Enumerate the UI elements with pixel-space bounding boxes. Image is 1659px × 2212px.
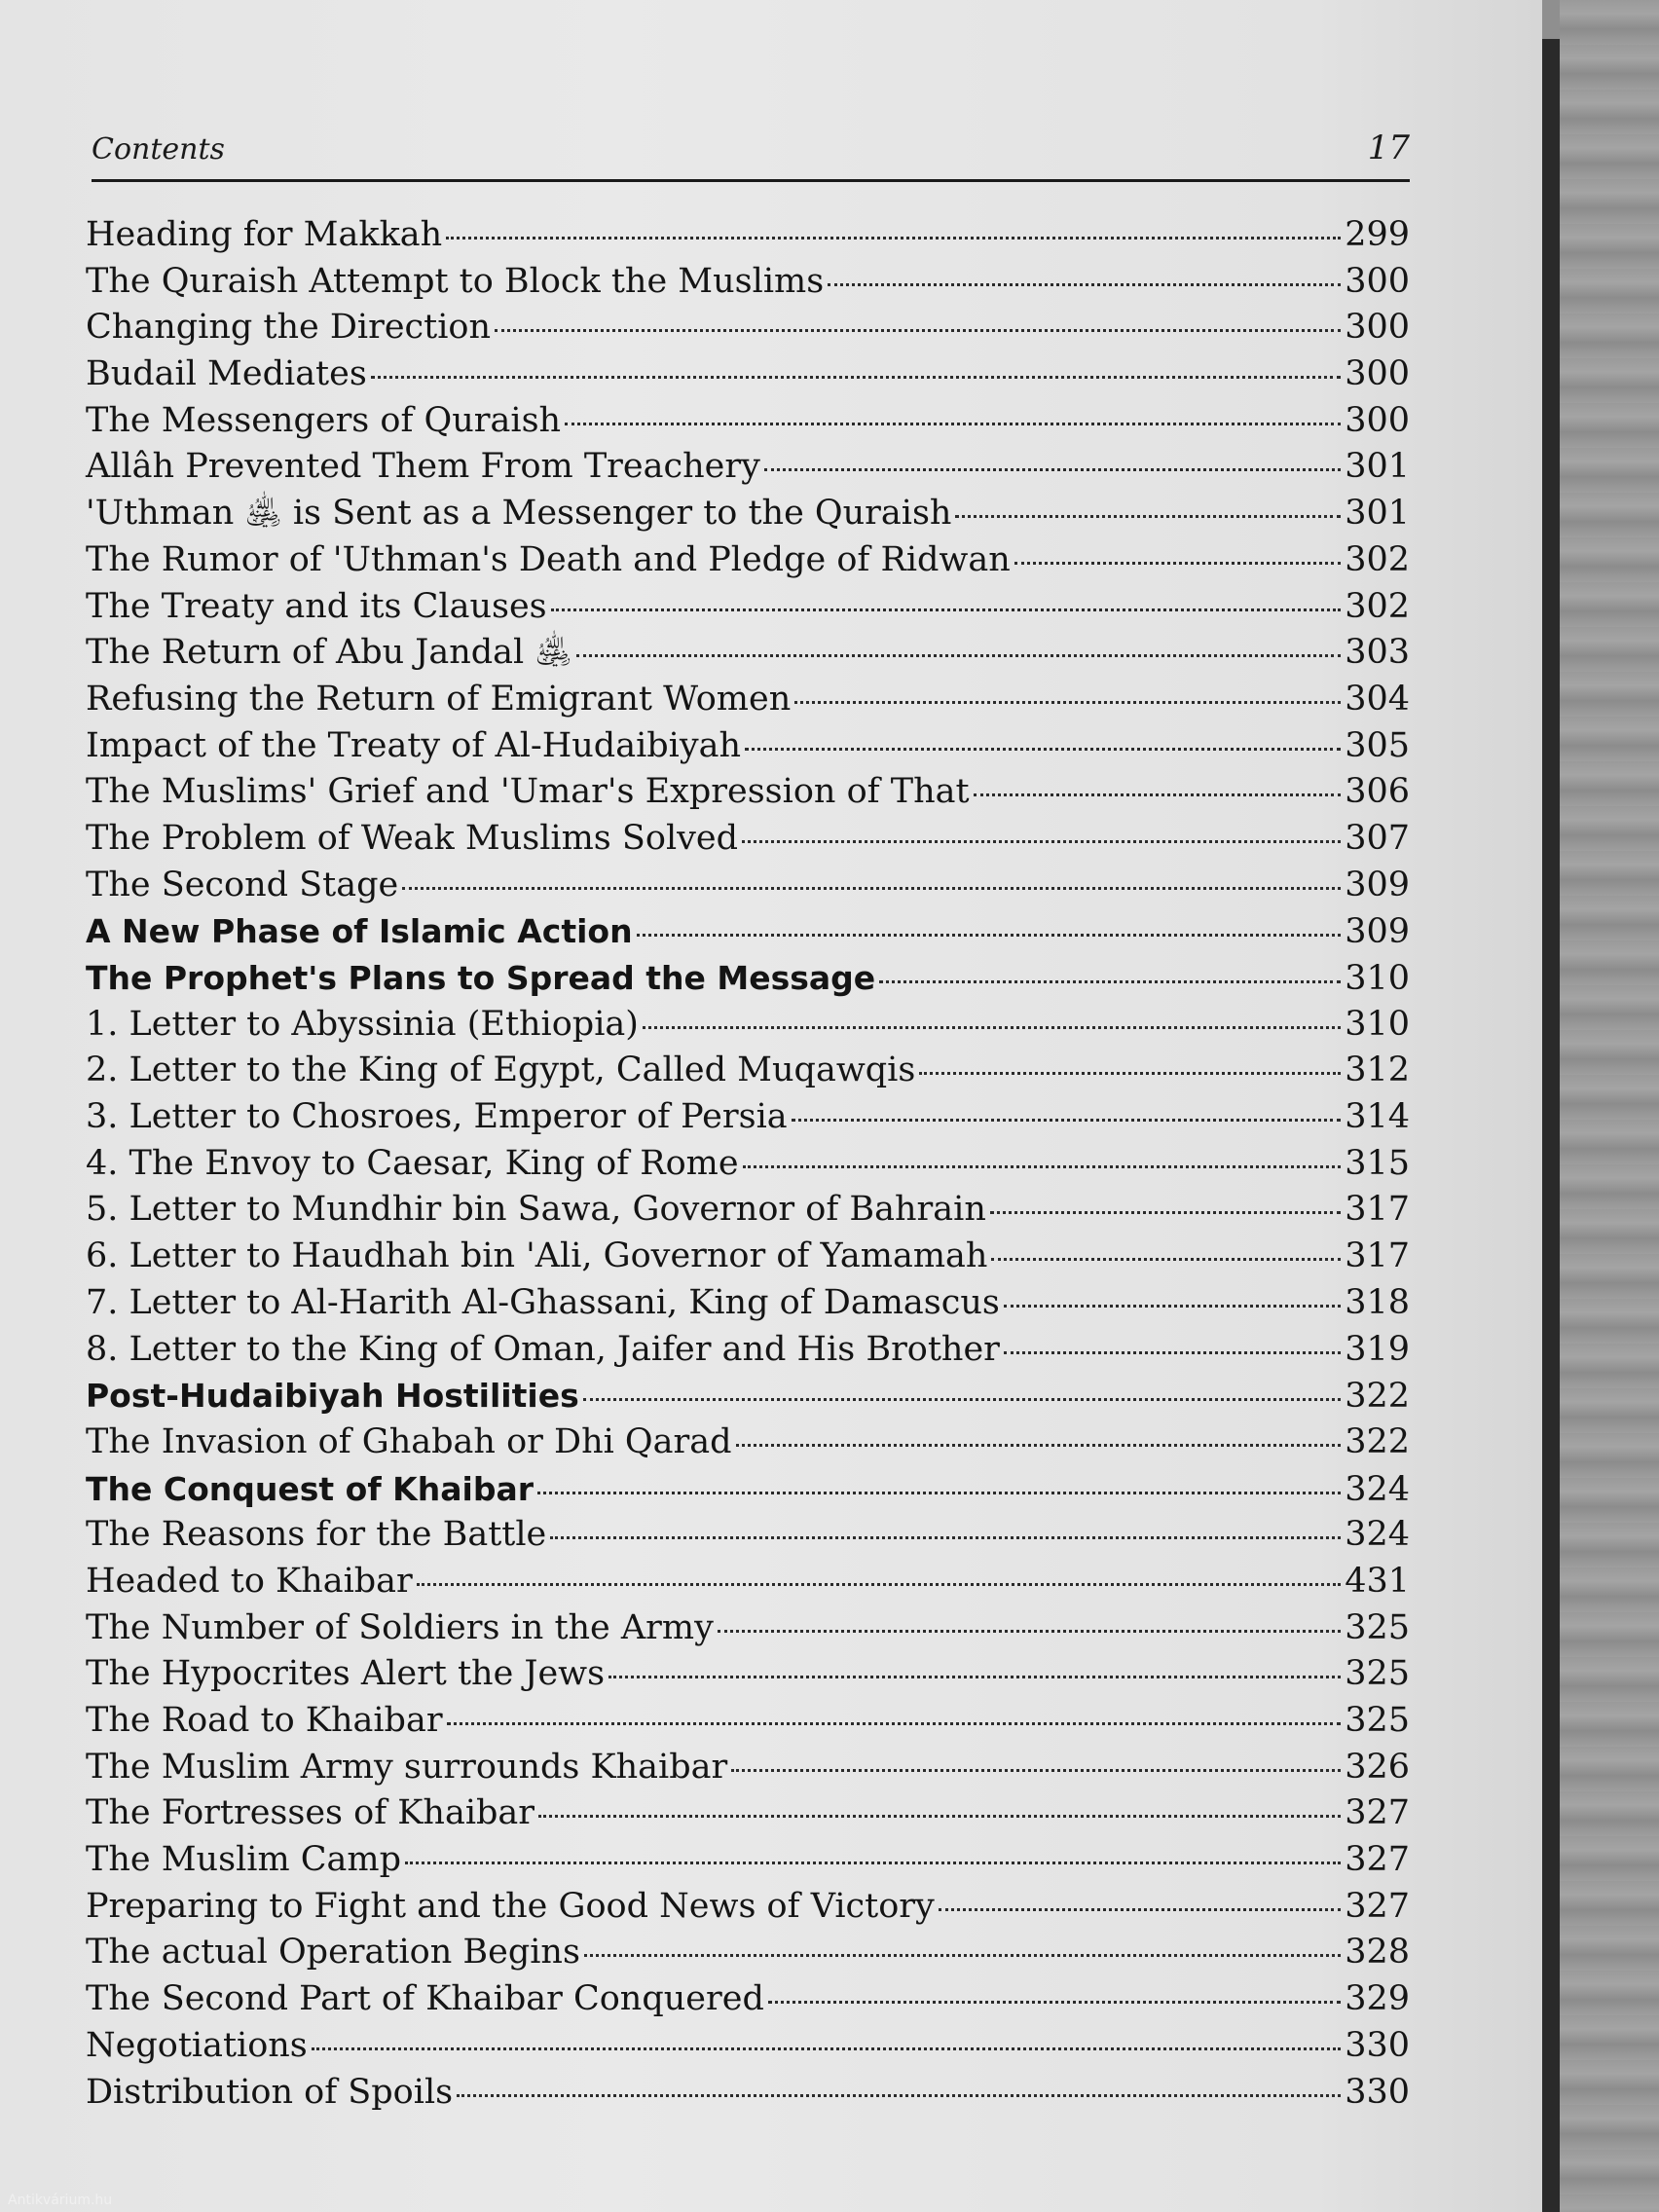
toc-entry-page: 324	[1345, 1469, 1410, 1509]
toc-entry[interactable]	[86, 1790, 1410, 1837]
toc-entry-title: Headed to Khaibar	[86, 1561, 413, 1601]
dot-leader	[794, 701, 1341, 704]
toc-entry-page: 310	[1345, 959, 1410, 998]
toc-entry-title: Post-Hudaibiyah Hostilities	[86, 1377, 579, 1416]
toc-entry-page: 327	[1345, 1840, 1410, 1880]
dot-leader	[768, 2001, 1341, 2004]
toc-entry-title: 2. Letter to the King of Egypt, Called Muqawqis	[86, 1051, 916, 1090]
toc-entry-page: 326	[1345, 1747, 1410, 1787]
toc-section-heading[interactable]	[86, 1466, 1410, 1513]
dot-leader	[1014, 562, 1341, 565]
toc-entry-page: 300	[1345, 400, 1410, 440]
toc-entry-page: 325	[1345, 1654, 1410, 1694]
toc-entry-title: Preparing to Fight and the Good News of Victory	[86, 1886, 935, 1926]
toc-entry[interactable]	[86, 491, 1410, 537]
toc-entry[interactable]	[86, 537, 1410, 584]
toc-entry-title: The Muslims' Grief and 'Umar's Expression of That	[86, 772, 970, 812]
toc-entry-page: 330	[1345, 2072, 1410, 2112]
dot-leader	[955, 515, 1341, 518]
background-surface	[1560, 0, 1659, 2212]
toc-entry-title: Distribution of Spoils	[86, 2072, 454, 2112]
dot-leader	[551, 608, 1342, 611]
dot-leader	[792, 1119, 1342, 1122]
toc-entry-page: 302	[1345, 539, 1410, 579]
toc-entry-title: The Conquest of Khaibar	[86, 1469, 534, 1508]
toc-entry-page: 309	[1345, 865, 1410, 904]
dot-leader	[991, 1258, 1341, 1261]
dot-leader	[743, 1165, 1342, 1168]
dot-leader	[584, 1954, 1341, 1957]
toc-entry-page: 319	[1345, 1329, 1410, 1369]
toc-entry[interactable]	[86, 1976, 1410, 2023]
toc-entry-title: The Number of Soldiers in the Army	[86, 1607, 714, 1647]
toc-entry-page: 329	[1345, 1979, 1410, 2019]
toc-entry-page: 309	[1345, 912, 1410, 952]
dot-leader	[371, 376, 1341, 379]
dot-leader	[974, 793, 1342, 796]
toc-entry-title: The Second Part of Khaibar Conquered	[86, 1979, 764, 2019]
dot-leader	[583, 1398, 1341, 1401]
table-of-contents	[86, 212, 1410, 2116]
toc-entry[interactable]	[86, 1605, 1410, 1652]
dot-leader	[312, 2047, 1341, 2050]
toc-entry-title: 7. Letter to Al-Harith Al-Ghassani, King of Damascus	[86, 1282, 1000, 1322]
toc-entry-page: 300	[1345, 354, 1410, 394]
toc-entry-title: 4. The Envoy to Caesar, King of Rome	[86, 1143, 739, 1183]
toc-entry-title: 1. Letter to Abyssinia (Ethiopia)	[86, 1004, 639, 1044]
dot-leader	[828, 283, 1341, 286]
toc-entry-page: 299	[1345, 215, 1410, 254]
toc-entry-title: The Prophet's Plans to Spread the Message	[86, 959, 876, 997]
toc-entry[interactable]	[86, 1234, 1410, 1280]
toc-entry-title: The Return of Abu Jandal ﵁	[86, 633, 572, 673]
toc-entry-page: 315	[1345, 1143, 1410, 1183]
dot-leader	[538, 1815, 1341, 1818]
toc-entry-title: The Muslim Army surrounds Khaibar	[86, 1747, 728, 1787]
toc-entry-title: The Road to Khaibar	[86, 1701, 443, 1740]
page-number: 17	[1367, 129, 1410, 167]
toc-entry-title: The Quraish Attempt to Block the Muslims	[86, 261, 825, 301]
toc-entry-title: The Reasons for the Battle	[86, 1515, 547, 1555]
toc-entry-page: 312	[1345, 1051, 1410, 1090]
toc-entry[interactable]	[86, 1930, 1410, 1976]
toc-entry[interactable]	[86, 305, 1410, 351]
toc-entry-page: 328	[1345, 1933, 1410, 1972]
dot-leader	[537, 1492, 1341, 1494]
toc-entry[interactable]	[86, 816, 1410, 863]
toc-entry-page: 327	[1345, 1886, 1410, 1926]
toc-entry[interactable]	[86, 2070, 1410, 2117]
toc-entry-title: A New Phase of Islamic Action	[86, 912, 633, 951]
toc-entry-page: 307	[1345, 818, 1410, 858]
toc-entry-page: 322	[1345, 1421, 1410, 1461]
toc-entry[interactable]	[86, 1698, 1410, 1745]
toc-entry[interactable]	[86, 444, 1410, 491]
book-spine	[1542, 39, 1560, 2212]
toc-entry-page: 302	[1345, 586, 1410, 626]
dot-leader	[736, 1444, 1342, 1447]
dot-leader	[417, 1583, 1341, 1586]
toc-entry[interactable]	[86, 1837, 1410, 1884]
toc-entry[interactable]	[86, 1327, 1410, 1374]
toc-entry[interactable]	[86, 1745, 1410, 1791]
toc-entry-title: The Treaty and its Clauses	[86, 586, 547, 626]
toc-entry[interactable]	[86, 1651, 1410, 1698]
toc-entry-title: Changing the Direction	[86, 308, 492, 348]
dot-leader	[764, 468, 1341, 471]
toc-entry[interactable]	[86, 2023, 1410, 2070]
toc-entry-title: The Muslim Camp	[86, 1840, 402, 1880]
dot-leader	[745, 748, 1341, 751]
dot-leader	[576, 654, 1342, 657]
toc-entry-page: 431	[1345, 1561, 1410, 1601]
toc-section-heading[interactable]	[86, 1373, 1410, 1419]
dot-leader	[495, 329, 1341, 332]
toc-entry[interactable]	[86, 259, 1410, 306]
toc-entry[interactable]	[86, 1094, 1410, 1141]
toc-entry-page: 327	[1345, 1793, 1410, 1833]
toc-entry[interactable]	[86, 351, 1410, 398]
page-header	[92, 129, 1410, 181]
toc-entry[interactable]	[86, 1141, 1410, 1188]
dot-leader	[446, 237, 1341, 240]
dot-leader	[939, 1908, 1341, 1911]
dot-leader	[457, 2094, 1341, 2097]
toc-entry[interactable]	[86, 677, 1410, 723]
toc-entry-title: Impact of the Treaty of Al-Hudaibiyah	[86, 725, 742, 765]
toc-entry[interactable]	[86, 584, 1410, 631]
watermark: Antikvárium.hu	[8, 2193, 113, 2208]
toc-entry-page: 300	[1345, 261, 1410, 301]
toc-entry-title: Allâh Prevented Them From Treachery	[86, 447, 760, 487]
toc-entry-title: The Messengers of Quraish	[86, 400, 562, 440]
toc-entry[interactable]	[86, 769, 1410, 816]
dot-leader	[1004, 1305, 1341, 1308]
toc-section-heading[interactable]	[86, 955, 1410, 1002]
toc-entry-page: 325	[1345, 1701, 1410, 1740]
toc-entry[interactable]	[86, 1002, 1410, 1049]
dot-leader	[608, 1676, 1341, 1678]
toc-entry[interactable]	[86, 1280, 1410, 1327]
toc-entry[interactable]	[86, 1048, 1410, 1094]
toc-entry-page: 330	[1345, 2025, 1410, 2065]
dot-leader	[637, 934, 1342, 937]
dot-leader	[879, 980, 1341, 983]
toc-entry-page: 317	[1345, 1190, 1410, 1230]
toc-entry-title: The Fortresses of Khaibar	[86, 1793, 535, 1833]
dot-leader	[402, 887, 1341, 890]
dot-leader	[1004, 1351, 1341, 1354]
toc-entry-title: 'Uthman ﵁ is Sent as a Messenger to the Quraish	[86, 494, 952, 534]
toc-entry-page: 310	[1345, 1004, 1410, 1044]
toc-entry-title: The actual Operation Begins	[86, 1933, 580, 1972]
toc-entry[interactable]	[86, 723, 1410, 770]
toc-entry-title: The Hypocrites Alert the Jews	[86, 1654, 606, 1694]
dot-leader	[447, 1722, 1342, 1725]
toc-entry-page: 305	[1345, 725, 1410, 765]
dot-leader	[718, 1630, 1341, 1633]
toc-entry-title: Negotiations	[86, 2025, 308, 2065]
toc-entry-title: The Invasion of Ghabah or Dhi Qarad	[86, 1421, 732, 1461]
toc-entry-title: Refusing the Return of Emigrant Women	[86, 679, 792, 719]
toc-entry-title: Heading for Makkah	[86, 215, 443, 254]
toc-entry-page: 324	[1345, 1515, 1410, 1555]
toc-entry-title: Budail Mediates	[86, 354, 367, 394]
dot-leader	[550, 1536, 1341, 1539]
toc-entry-page: 318	[1345, 1282, 1410, 1322]
toc-entry-title: 3. Letter to Chosroes, Emperor of Persia	[86, 1097, 788, 1137]
toc-entry[interactable]	[86, 1512, 1410, 1559]
toc-entry-page: 304	[1345, 679, 1410, 719]
toc-entry-page: 301	[1345, 494, 1410, 534]
toc-entry-page: 322	[1345, 1377, 1410, 1417]
toc-entry[interactable]	[86, 1187, 1410, 1234]
toc-entry-page: 317	[1345, 1236, 1410, 1276]
dot-leader	[565, 423, 1341, 425]
toc-section-heading[interactable]	[86, 908, 1410, 955]
dot-leader	[990, 1211, 1341, 1214]
toc-entry-page: 301	[1345, 447, 1410, 487]
dot-leader	[919, 1072, 1341, 1075]
dot-leader	[731, 1769, 1341, 1772]
toc-entry-title: The Second Stage	[86, 865, 399, 904]
toc-entry[interactable]	[86, 1419, 1410, 1466]
dot-leader	[742, 840, 1341, 843]
running-head: Contents	[92, 132, 225, 166]
dot-leader	[405, 1862, 1341, 1864]
toc-entry[interactable]	[86, 1884, 1410, 1931]
toc-entry-page: 306	[1345, 772, 1410, 812]
toc-entry[interactable]	[86, 1559, 1410, 1605]
toc-entry-page: 325	[1345, 1607, 1410, 1647]
toc-entry-title: The Rumor of 'Uthman's Death and Pledge of Ridwan	[86, 539, 1011, 579]
toc-entry[interactable]	[86, 630, 1410, 677]
header-rule	[92, 179, 1410, 182]
toc-entry-title: 8. Letter to the King of Oman, Jaifer and His Brother	[86, 1329, 1000, 1369]
toc-entry-page: 314	[1345, 1097, 1410, 1137]
toc-entry[interactable]	[86, 863, 1410, 909]
toc-entry-title: 5. Letter to Mundhir bin Sawa, Governor of Bahrain	[86, 1190, 986, 1230]
dot-leader	[643, 1026, 1341, 1029]
toc-entry-page: 300	[1345, 308, 1410, 348]
toc-entry-page: 303	[1345, 633, 1410, 673]
toc-entry-title: The Problem of Weak Muslims Solved	[86, 818, 739, 858]
toc-entry[interactable]	[86, 212, 1410, 259]
toc-entry-title: 6. Letter to Haudhah bin 'Ali, Governor of Yamamah	[86, 1236, 988, 1276]
toc-entry[interactable]	[86, 398, 1410, 445]
